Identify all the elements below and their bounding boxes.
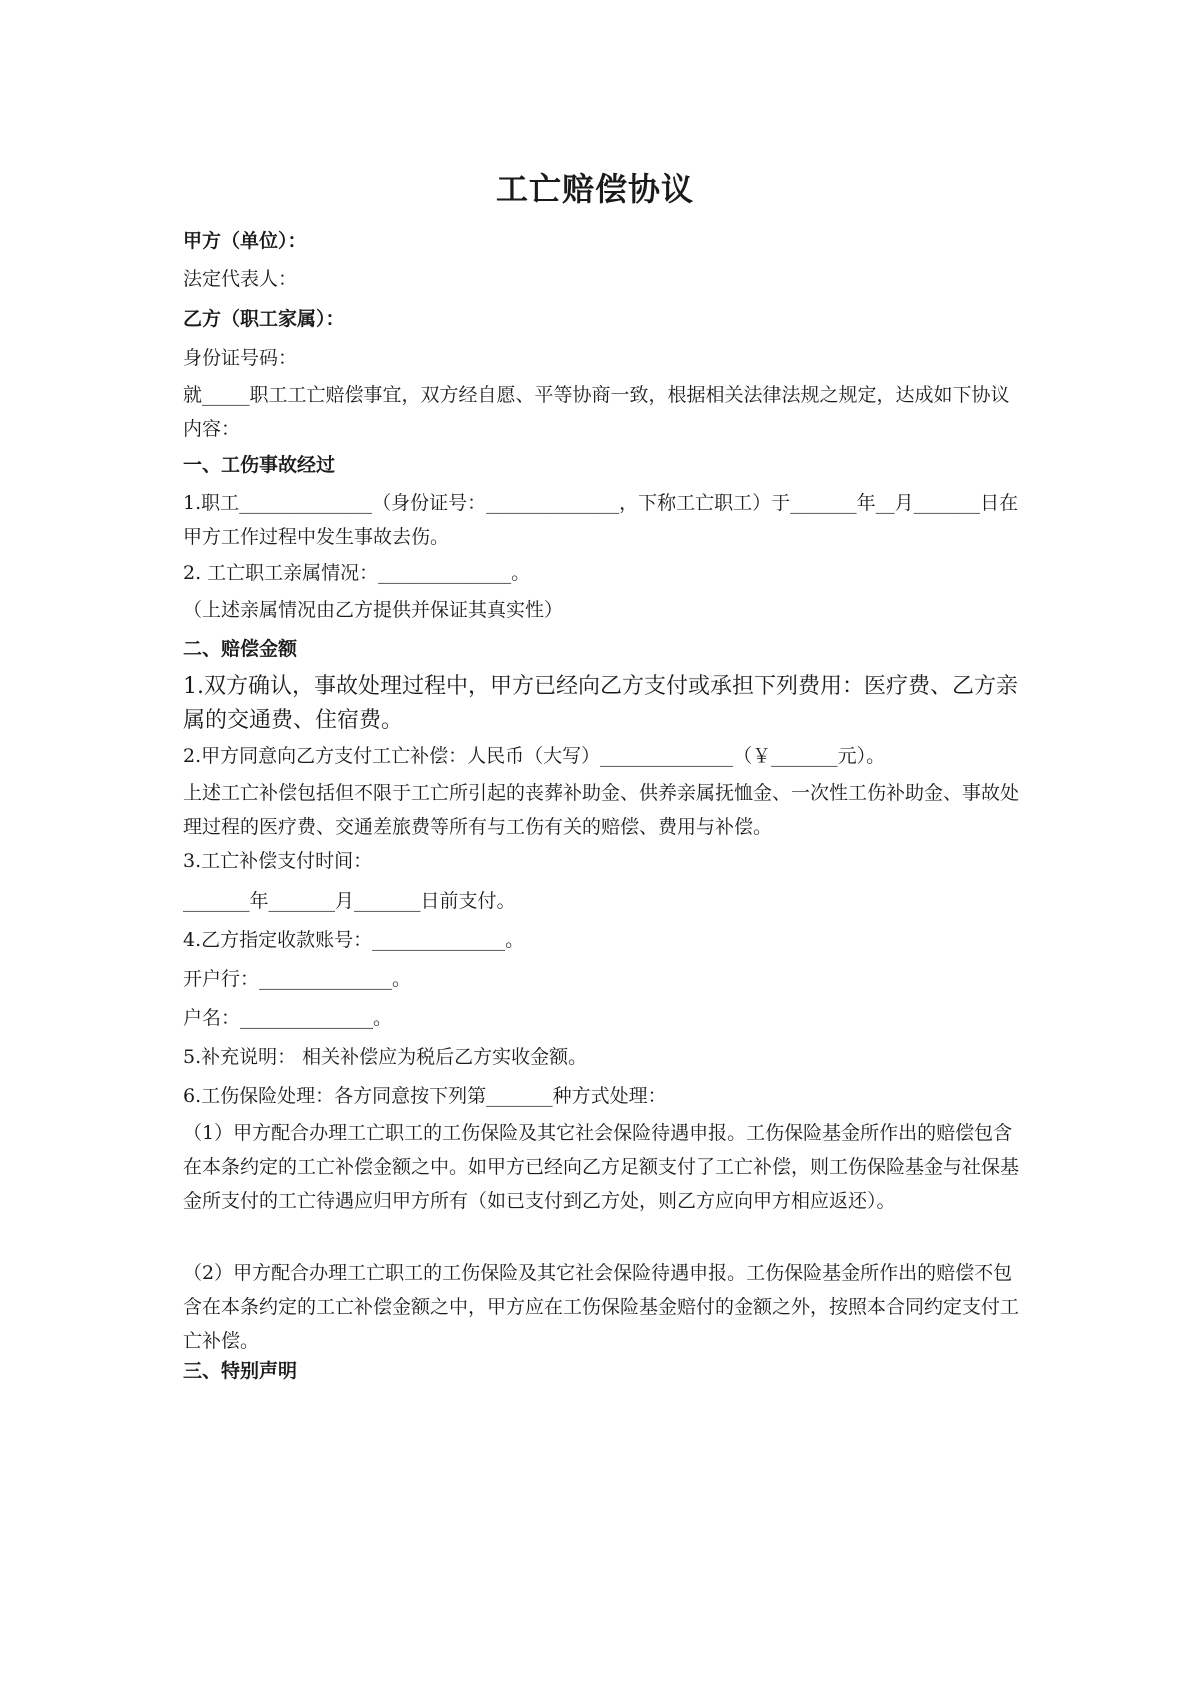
- section-2-item-3: 3.工亡补偿支付时间：: [183, 850, 373, 872]
- section-2-item-1: 1.双方确认，事故处理过程中，甲方已经向乙方支付或承担下列费用：医疗费、乙方亲属的交通费、住宿费。: [183, 674, 1018, 733]
- party-a-label: 甲方（单位）：: [183, 230, 307, 252]
- section-1-title: 一、工伤事故经过: [183, 454, 336, 476]
- section-2-option-1: （1）甲方配合办理工亡职工的工伤保险及其它社会保险待遇申报。工伤保险基金所作出的赔偿包含在本条约定的工亡补偿金额之中。如甲方已经向乙方足额支付了工亡补偿，则工伤保险基金与社保基金所支付的工亡待遇应归甲方所有（如已支付到乙方处，则乙方应向甲方相应返还）。: [183, 1122, 1020, 1212]
- section-2-item-6: 6.工伤保险处理：各方同意按下列第_______种方式处理：: [183, 1085, 667, 1107]
- legal-rep-label: 法定代表人：: [183, 268, 298, 290]
- intro-paragraph: 就_____职工工亡赔偿事宜，双方经自愿、平等协商一致，根据相关法律法规之规定，达成如下协议内容：: [183, 384, 1010, 440]
- section-2-item-4: 4.乙方指定收款账号：______________。: [183, 929, 525, 951]
- section-2-item-3-date: _______年_______月_______日前支付。: [183, 890, 516, 912]
- id-number-label: 身份证号码：: [183, 347, 298, 369]
- section-2-title: 二、赔偿金额: [183, 638, 298, 660]
- party-b-label: 乙方（职工家属）：: [183, 308, 345, 330]
- section-2-account-name: 户名：______________。: [183, 1007, 393, 1029]
- section-2-option-2: （2）甲方配合办理工亡职工的工伤保险及其它社会保险待遇申报。工伤保险基金所作出的赔偿不包含在本条约定的工亡补偿金额之中，甲方应在工伤保险基金赔付的金额之外，按照本合同约定支付工亡补偿。: [183, 1262, 1020, 1352]
- section-2-item-5: 5.补充说明： 相关补偿应为税后乙方实收金额。: [183, 1046, 588, 1068]
- section-1-item-2: 2. 工亡职工亲属情况：______________。: [183, 562, 531, 584]
- section-2-item-2-description: 上述工亡补偿包括但不限于工亡所引起的丧葬补助金、供养亲属抚恤金、一次性工伤补助金、事故处理过程的医疗费、交通差旅费等所有与工伤有关的赔偿、费用与补偿。: [183, 782, 1020, 838]
- section-1-item-1: 1.职工______________（身份证号：______________，下称工亡职工）于_______年__月_______日在甲方工作过程中发生事故去伤。: [183, 492, 1019, 548]
- section-1-note: （上述亲属情况由乙方提供并保证其真实性）: [183, 599, 564, 621]
- section-3-title: 三、特别声明: [183, 1360, 298, 1382]
- section-2-item-2: 2.甲方同意向乙方支付工亡补偿：人民币（大写）______________（￥_______元）。: [183, 745, 886, 767]
- section-2-bank: 开户行：______________。: [183, 968, 412, 990]
- document-title: 工亡赔偿协议: [495, 170, 694, 208]
